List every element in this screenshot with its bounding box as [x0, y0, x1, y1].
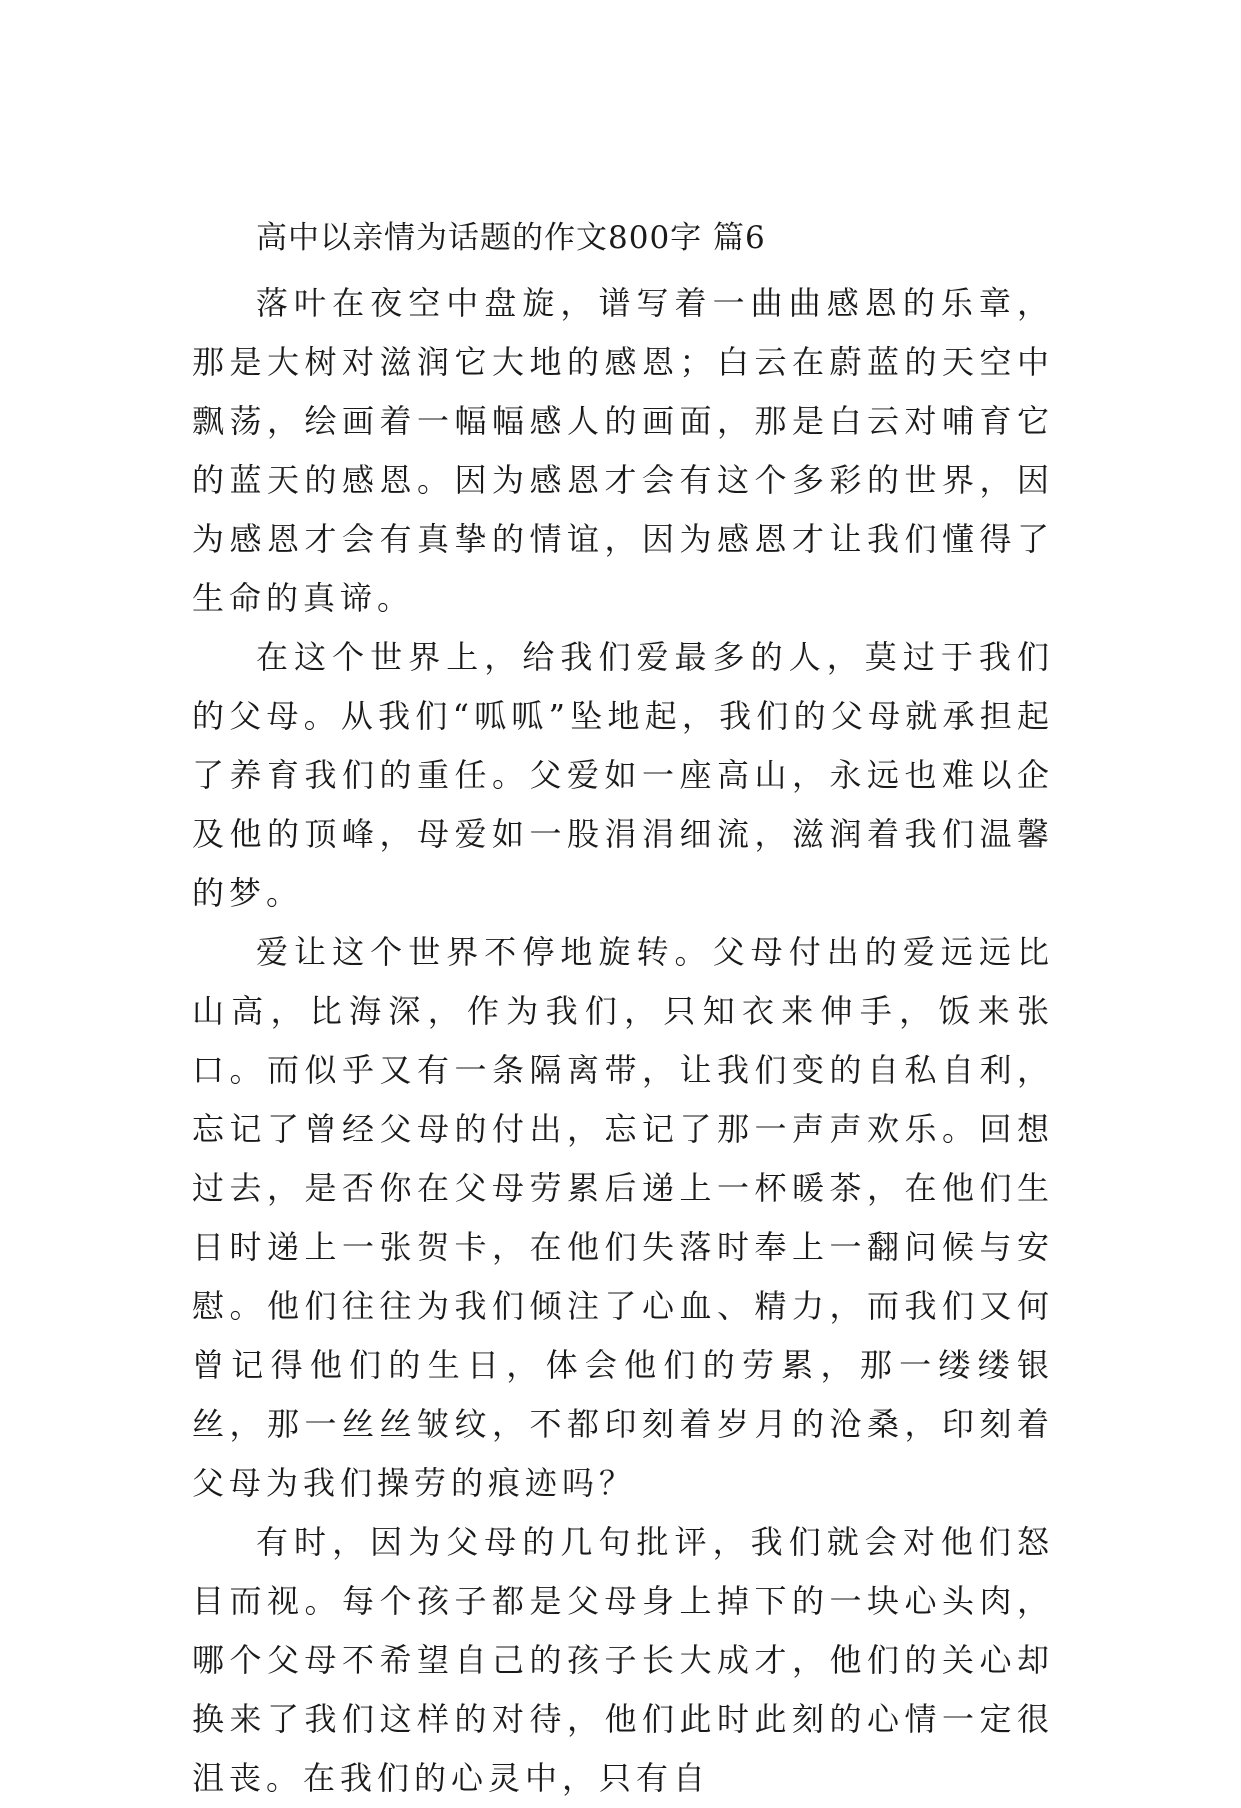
paragraph-3: 爱让这个世界不停地旋转。父母付出的爱远远比山高，比海深，作为我们，只知衣来伸手，饭来张口。而似乎又有一条隔离带，让我们变的自私自利，忘记了曾经父母的付出，忘记了那一声声欢乐。回想过去，是否你在父母劳累后递上一杯暖茶，在他们生日时递上一张贺卡，在他们失落时奉上一翻问候与安慰。他们往往为我们倾注了心血、精力，而我们又何曾记得他们的生日，体会他们的劳累，那一缕缕银丝，那一丝丝皱纹，不都印刻着岁月的沧桑，印刻着父母为我们操劳的痕迹吗？ — [192, 933, 1054, 1502]
document-body — [192, 218, 1054, 1808]
paragraph-2: 在这个世界上，给我们爱最多的人，莫过于我们的父母。从我们“呱呱”坠地起，我们的父母就承担起了养育我们的重任。父爱如一座高山，永远也难以企及他的顶峰，母爱如一股涓涓细流，滋润着我们温馨的梦。 — [192, 638, 1054, 912]
paragraph-1: 落叶在夜空中盘旋，谱写着一曲曲感恩的乐章，那是大树对滋润它大地的感恩；白云在蔚蓝的天空中飘荡，绘画着一幅幅感人的画面，那是白云对哺育它的蓝天的感恩。因为感恩才会有这个多彩的世界，因为感恩才会有真挚的情谊，因为感恩才让我们懂得了生命的真谛。 — [192, 284, 1054, 617]
paragraph-4: 有时，因为父母的几句批评，我们就会对他们怒目而视。每个孩子都是父母身上掉下的一块心头肉，哪个父母不希望自己的孩子长大成才，他们的关心却换来了我们这样的对待，他们此时此刻的心情一定很沮丧。在我们的心灵中，只有自 — [192, 1523, 1054, 1797]
document-title: 高中以亲情为话题的作文800字 篇6 — [256, 220, 766, 256]
